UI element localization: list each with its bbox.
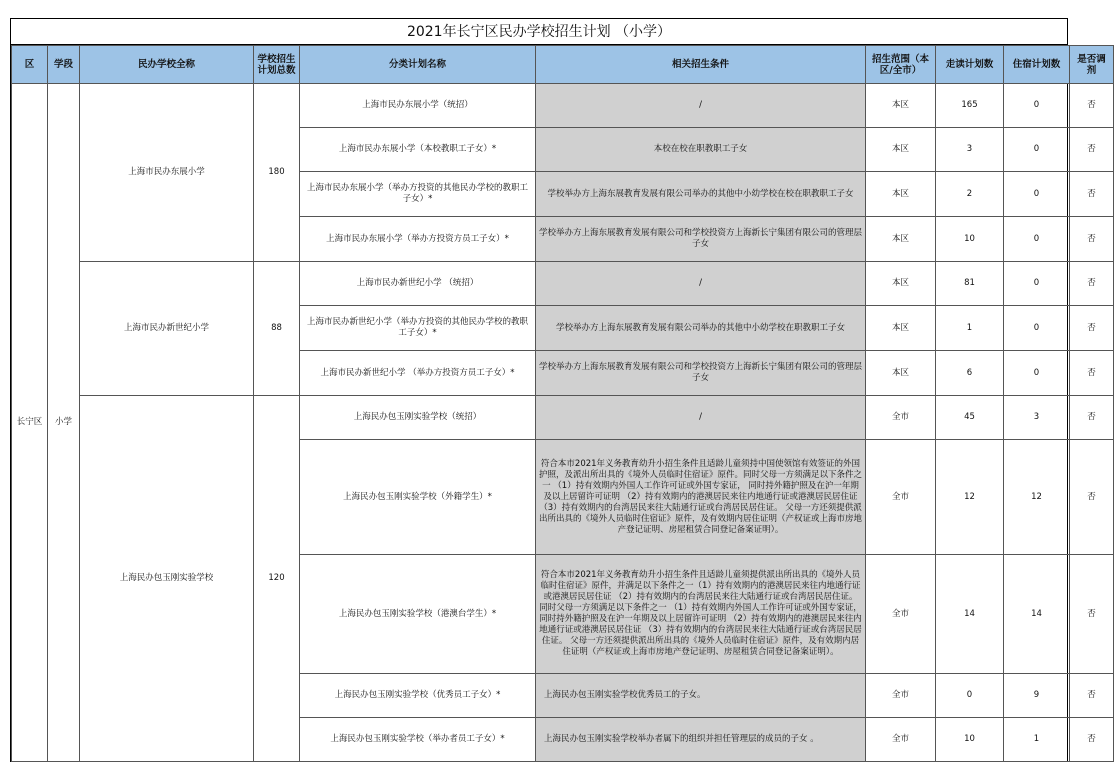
plan-name-cell: 上海民办包玉刚实验学校（统招） bbox=[300, 396, 536, 440]
plan-name-cell: 上海市民办新世纪小学 （统招） bbox=[300, 262, 536, 306]
adjust-cell: 否 bbox=[1070, 172, 1114, 217]
day-plan-cell: 165 bbox=[936, 84, 1004, 128]
board-plan-cell: 9 bbox=[1004, 674, 1070, 718]
scope-cell: 本区 bbox=[866, 84, 936, 128]
plan-name-cell: 上海市民办新世纪小学 （举办方投资方员工子女）* bbox=[300, 351, 536, 396]
school-total-cell: 180 bbox=[254, 84, 300, 262]
board-plan-cell: 1 bbox=[1004, 718, 1070, 762]
scope-cell: 本区 bbox=[866, 128, 936, 172]
plan-document bbox=[10, 18, 1106, 762]
day-plan-cell: 6 bbox=[936, 351, 1004, 396]
day-plan-cell: 81 bbox=[936, 262, 1004, 306]
scope-cell: 全市 bbox=[866, 555, 936, 674]
header-total: 学校招生计划总数 bbox=[254, 46, 300, 84]
adjust-cell: 否 bbox=[1070, 128, 1114, 172]
plan-name-cell: 上海民办包玉刚实验学校（外籍学生）* bbox=[300, 440, 536, 555]
school-name-cell: 上海市民办新世纪小学 bbox=[80, 262, 254, 396]
scope-cell: 全市 bbox=[866, 396, 936, 440]
board-plan-cell: 0 bbox=[1004, 262, 1070, 306]
scope-cell: 本区 bbox=[866, 172, 936, 217]
day-plan-cell: 3 bbox=[936, 128, 1004, 172]
header-day-plan: 走读计划数 bbox=[936, 46, 1004, 84]
conditions-cell: 上海民办包玉刚实验学校举办者属下的组织并担任管理层的成员的子女 。 bbox=[536, 718, 866, 762]
school-total-cell: 120 bbox=[254, 396, 300, 762]
plan-name-cell: 上海市民办新世纪小学（举办方投资的其他民办学校的教职工子女）* bbox=[300, 306, 536, 351]
day-plan-cell: 2 bbox=[936, 172, 1004, 217]
adjust-cell: 否 bbox=[1070, 306, 1114, 351]
day-plan-cell: 45 bbox=[936, 396, 1004, 440]
board-plan-cell: 0 bbox=[1004, 306, 1070, 351]
day-plan-cell: 10 bbox=[936, 718, 1004, 762]
day-plan-cell: 0 bbox=[936, 674, 1004, 718]
admission-plan-table bbox=[11, 45, 1114, 762]
day-plan-cell: 14 bbox=[936, 555, 1004, 674]
conditions-cell: 上海民办包玉刚实验学校优秀员工的子女。 bbox=[536, 674, 866, 718]
plan-name-cell: 上海民办包玉刚实验学校（举办者员工子女）* bbox=[300, 718, 536, 762]
conditions-cell: / bbox=[536, 262, 866, 306]
conditions-cell: 学校举办方上海东展教育发展有限公司和学校投资方上海新长宁集团有限公司的管理层子女 bbox=[536, 217, 866, 262]
adjust-cell: 否 bbox=[1070, 718, 1114, 762]
conditions-cell: / bbox=[536, 84, 866, 128]
plan-name-cell: 上海市民办东展小学（本校教职工子女）* bbox=[300, 128, 536, 172]
board-plan-cell: 0 bbox=[1004, 351, 1070, 396]
plan-name-cell: 上海民办包玉刚实验学校（优秀员工子女）* bbox=[300, 674, 536, 718]
table-row bbox=[12, 84, 1114, 128]
school-name-cell: 上海市民办东展小学 bbox=[80, 84, 254, 262]
scope-cell: 全市 bbox=[866, 674, 936, 718]
page-title: 2021年长宁区民办学校招生计划 （小学） bbox=[11, 19, 1067, 45]
adjust-cell: 否 bbox=[1070, 440, 1114, 555]
conditions-cell: 符合本市2021年义务教育幼升小招生条件且适龄儿童须持中国使领馆有效签证的外国护照，及派出所出具的《境外人员临时住宿证》原件。同时父母一方须满足以下条件之一 （1）持有效期内外国人工作许可证或外国专家证， 同时持外籍护照及在沪一年期及以上居留许可证明 （2）持有效期内的港澳居民来往内地通行证或港澳居民居住证 （3）持有效期内的台湾居民来往大陆通行证或台湾居民居住证。 父母一方还须提供派出所出具的《境外人员临时住宿证》原件，及有效期内居住证明（产权证或上海市房地产登记证明、房屋租赁合同登记备案证明）。 bbox=[536, 440, 866, 555]
plan-name-cell: 上海市民办东展小学（举办方投资方员工子女）* bbox=[300, 217, 536, 262]
board-plan-cell: 0 bbox=[1004, 172, 1070, 217]
adjust-cell: 否 bbox=[1070, 674, 1114, 718]
conditions-cell: 学校举办方上海东展教育发展有限公司举办的其他中小幼学校在校在职教职工子女 bbox=[536, 172, 866, 217]
level-cell: 小学 bbox=[48, 84, 80, 762]
board-plan-cell: 3 bbox=[1004, 396, 1070, 440]
header-board-plan: 住宿计划数 bbox=[1004, 46, 1070, 84]
conditions-cell: 学校举办方上海东展教育发展有限公司和学校投资方上海新长宁集团有限公司的管理层子女 bbox=[536, 351, 866, 396]
plan-name-cell: 上海市民办东展小学（统招） bbox=[300, 84, 536, 128]
header-row bbox=[12, 46, 1114, 84]
board-plan-cell: 0 bbox=[1004, 84, 1070, 128]
header-district: 区 bbox=[12, 46, 48, 84]
scope-cell: 本区 bbox=[866, 217, 936, 262]
header-plan-name: 分类计划名称 bbox=[300, 46, 536, 84]
adjust-cell: 否 bbox=[1070, 396, 1114, 440]
adjust-cell: 否 bbox=[1070, 555, 1114, 674]
scope-cell: 全市 bbox=[866, 440, 936, 555]
conditions-cell: 符合本市2021年义务教育幼升小招生条件且适龄儿童须提供派出所出具的《境外人员临时住宿证》原件，并满足以下条件之一（1）持有效期内的港澳居民来往内地通行证或港澳居民居住证 （2）持有效期内的台湾居民来往大陆通行证或台湾居民居住证。 同时父母一方须满足以下条件之一 （1）持有效期内外国人工作许可证或外国专家证， 同时持外籍护照及在沪一年期及以上居留许可证明 （2）持有效期内的港澳居民来往内地通行证或港澳居民居住证 （3）持有效期内的台湾居民来往大陆通行证或台湾居民居住证。 父母一方还须提供派出所出具的《境外人员临时住宿证》原件，及有效期内居住证明（产权证或上海市房地产登记证明、房屋租赁合同登记备案证明）。 bbox=[536, 555, 866, 674]
header-conditions: 相关招生条件 bbox=[536, 46, 866, 84]
plan-name-cell: 上海民办包玉刚实验学校（港澳台学生）* bbox=[300, 555, 536, 674]
scope-cell: 本区 bbox=[866, 351, 936, 396]
header-adjust: 是否调剂 bbox=[1070, 46, 1114, 84]
header-school: 民办学校全称 bbox=[80, 46, 254, 84]
school-total-cell: 88 bbox=[254, 262, 300, 396]
adjust-cell: 否 bbox=[1070, 84, 1114, 128]
table-row bbox=[12, 262, 1114, 306]
day-plan-cell: 1 bbox=[936, 306, 1004, 351]
table-row bbox=[12, 396, 1114, 440]
conditions-cell: 本校在校在职教职工子女 bbox=[536, 128, 866, 172]
header-scope: 招生范围（本区/全市） bbox=[866, 46, 936, 84]
district-cell: 长宁区 bbox=[12, 84, 48, 762]
scope-cell: 本区 bbox=[866, 306, 936, 351]
board-plan-cell: 14 bbox=[1004, 555, 1070, 674]
school-name-cell: 上海民办包玉刚实验学校 bbox=[80, 396, 254, 762]
scope-cell: 全市 bbox=[866, 718, 936, 762]
day-plan-cell: 12 bbox=[936, 440, 1004, 555]
adjust-cell: 否 bbox=[1070, 351, 1114, 396]
header-level: 学段 bbox=[48, 46, 80, 84]
board-plan-cell: 12 bbox=[1004, 440, 1070, 555]
adjust-cell: 否 bbox=[1070, 217, 1114, 262]
conditions-cell: 学校举办方上海东展教育发展有限公司举办的其他中小幼学校在职教职工子女 bbox=[536, 306, 866, 351]
board-plan-cell: 0 bbox=[1004, 217, 1070, 262]
conditions-cell: / bbox=[536, 396, 866, 440]
board-plan-cell: 0 bbox=[1004, 128, 1070, 172]
day-plan-cell: 10 bbox=[936, 217, 1004, 262]
plan-name-cell: 上海市民办东展小学（举办方投资的其他民办学校的教职工子女）* bbox=[300, 172, 536, 217]
scope-cell: 本区 bbox=[866, 262, 936, 306]
adjust-cell: 否 bbox=[1070, 262, 1114, 306]
